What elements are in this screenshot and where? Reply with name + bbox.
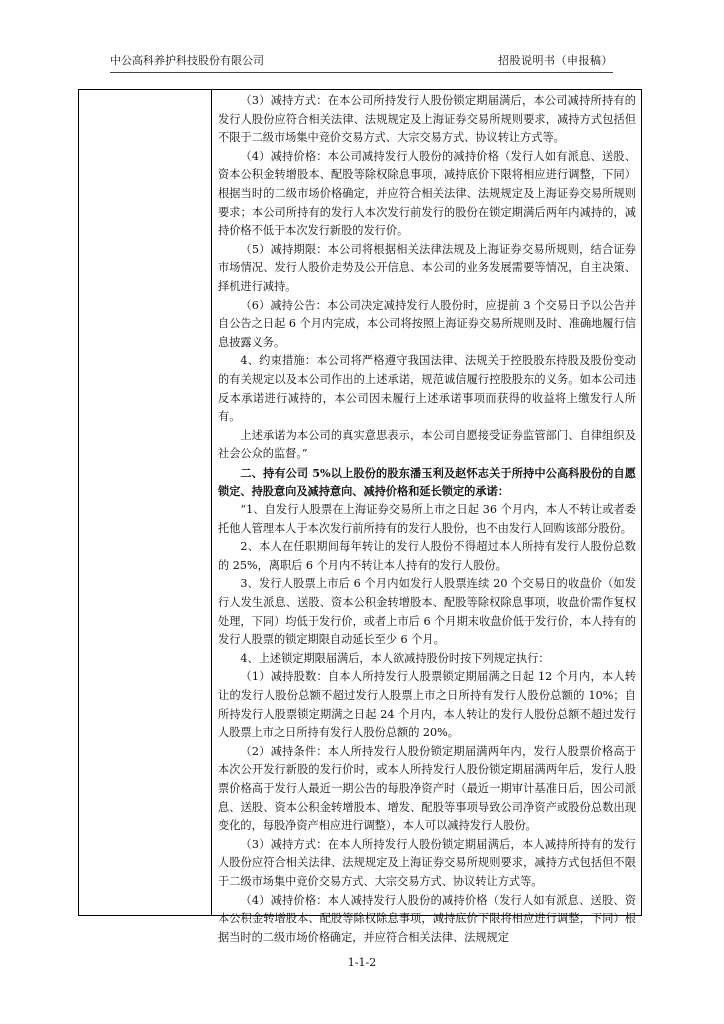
document-title: 招股说明书（申报稿） bbox=[498, 54, 613, 67]
paragraph: （3）减持方式：在本人所持发行人股份锁定期届满后，本人减持所持有的发行人股份应符合相关法律、法规规定及上海证券交易所规则要求，减持方式包括但不限于二级市场集中竞价交易方式、大宗交易方式、协议转让方式等。 bbox=[218, 837, 636, 888]
paragraph: （3）减持方式：在本公司所持发行人股份锁定期届满后，本公司减持所持有的发行人股份应符合相关法律、法规规定及上海证券交易所规则要求，减持方式包括但不限于二级市场集中竞价交易方式、大宗交易方式、协议转让方式等。 bbox=[218, 94, 636, 145]
paragraph: 3、发行人股票上市后 6 个月内如发行人股票连续 20 个交易日的收盘价（如发行人发生派息、送股、资本公积金转增股本、配股等除权除息事项，收盘价需作复权处理，下同）均低于发行价，或者上市后 6 个月期末收盘价低于发行价，本人持有的发行人股票的锁定期限自动延长至少 6 个月。 bbox=[218, 577, 636, 647]
table-left-column bbox=[78, 89, 212, 916]
table-content-cell bbox=[218, 92, 636, 947]
page-header bbox=[110, 52, 613, 73]
paragraph: （6）减持公告：本公司决定减持发行人股份时，应提前 3 个交易日予以公告并自公告之日起 6 个月内完成，本公司将按照上海证券交易所规则及时、准确地履行信息披露义务。 bbox=[218, 298, 636, 349]
paragraph: （4）减持价格：本人减持发行人股份的减持价格（发行人如有派息、送股、资本公积金转增股本、配股等除权除息事项，减持底价下限将相应进行调整，下同）根据当时的二级市场价格确定，并应符合相关法律、法规规定 bbox=[218, 893, 636, 944]
paragraph: 2、本人在任职期间每年转让的发行人股份不得超过本人所持有发行人股份总数的 25%，离职后 6 个月内不转让本人持有的发行人股份。 bbox=[218, 540, 636, 572]
paragraph: （2）减持条件：本人所持发行人股份锁定期届满两年内，发行人股票价格高于本次公开发行新股的发行价时，或本人所持发行人股份锁定期届满两年后，发行人股票价格高于发行人最近一期公告的每股净资产时（最近一期审计基准日后，因公司派息、送股、资本公积金转增股本、增发、配股等事项导致公司净资产或股份总数出现变化的，每股净资产相应进行调整），本人可以减持发行人股份。 bbox=[218, 744, 636, 833]
paragraph: （5）减持期限：本公司将根据相关法律法规及上海证券交易所规则，结合证券市场情况、发行人股价走势及公开信息、本公司的业务发展需要等情况，自主决策、择机进行减持。 bbox=[218, 242, 636, 293]
paragraph: （1）减持股数：自本人所持发行人股票锁定期届满之日起 12 个月内，本人转让的发行人股份总额不超过发行人股票上市之日所持有发行人股份总额的 10%；自所持发行人股票锁定期满之日起 24 个月内，本人转让的发行人股份总额不超过发行人股票上市之日所持有发行人股份总额的 20%。 bbox=[218, 670, 636, 740]
paragraph: 4、上述锁定期限届满后，本人欲减持股份时按下列规定执行： bbox=[240, 651, 550, 665]
paragraph: （4）减持价格：本公司减持发行人股份的减持价格（发行人如有派息、送股、资本公积金转增股本、配股等除权除息事项，减持底价下限将相应进行调整，下同）根据当时的二级市场价格确定，并应符合相关法律、法规规定及上海证券交易所规则要求；本公司所持有的发行人本次发行前发行的股份在锁定期满后两年内减持的，减持价格不低于本次发行新股的发行价。 bbox=[218, 149, 636, 238]
company-name: 中公高科养护科技股份有限公司 bbox=[110, 54, 264, 67]
page-number: 1-1-2 bbox=[347, 956, 377, 969]
section-heading: 二、持有公司 5%以上股份的股东潘玉利及赵怀志关于所持中公高科股份的自愿锁定、持股意向及减持意向、减持价格和延长锁定的承诺： bbox=[218, 465, 636, 499]
paragraph: 上述承诺为本公司的真实意思表示，本公司自愿接受证券监管部门、自律组织及社会公众的监督。” bbox=[218, 428, 636, 461]
paragraph: 4、约束措施：本公司将严格遵守我国法律、法规关于控股股东持股及股份变动的有关规定以及本公司作出的上述承诺，规范诚信履行控股股东的义务。如本公司违反本承诺进行减持的，本公司因未履行上述承诺事项而获得的收益将上缴发行人所有。 bbox=[218, 354, 636, 424]
paragraph: “1、自发行人股票在上海证券交易所上市之日起 36 个月内，本人不转让或者委托他人管理本人于本次发行前所持有的发行人股份，也不由发行人回购该部分股份。 bbox=[218, 503, 636, 535]
